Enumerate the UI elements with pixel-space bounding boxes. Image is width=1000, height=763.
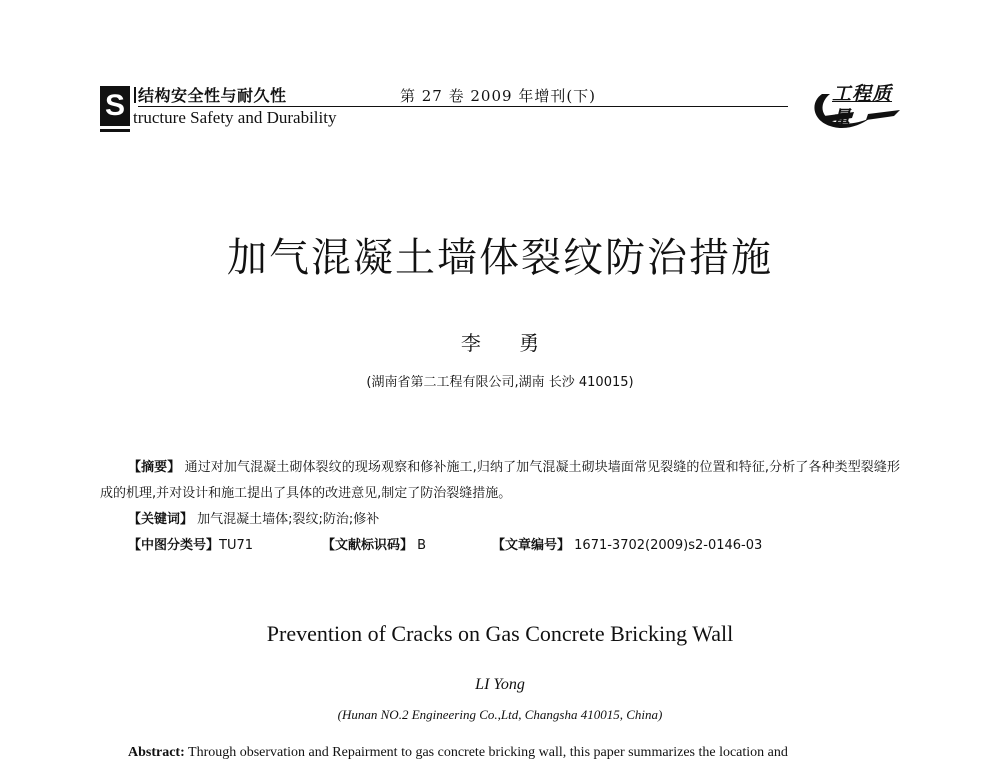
affiliation-cn: (湖南省第二工程有限公司,湖南 长沙 410015)	[366, 375, 634, 390]
journal-title-cn: 结构安全性与耐久性	[138, 86, 287, 105]
doc-label: 【文献标识码】	[322, 538, 414, 553]
journal-logo-s: S	[100, 86, 130, 126]
clc-value: TU71	[219, 538, 254, 553]
clc-code	[128, 533, 253, 559]
cn-abstract-block	[100, 455, 900, 559]
article-value: 1671-3702(2009)s2-0146-03	[574, 538, 763, 553]
logo-underline	[100, 129, 130, 132]
paper-title-cn: 加气混凝土墙体裂纹防治措施	[227, 235, 773, 281]
abstract-en	[128, 743, 908, 763]
abstract-cn-label: 【摘要】	[128, 460, 181, 475]
journal-title-en: tructure Safety and Durability	[133, 108, 337, 127]
doc-code	[322, 533, 426, 559]
clc-label: 【中图分类号】	[128, 538, 220, 553]
abstract-cn	[100, 455, 900, 507]
header-rule	[138, 106, 788, 107]
author-cn: 李 勇	[460, 331, 556, 355]
issue-info: 第 27 卷 2009 年增刊(下)	[400, 87, 597, 105]
article-label: 【文章编号】	[492, 538, 571, 553]
badge-text: 工程质量	[832, 83, 893, 129]
paper-title-en: Prevention of Cracks on Gas Concrete Bricking Wall	[266, 621, 734, 646]
author-en: LI Yong	[475, 676, 525, 693]
doc-value: B	[417, 538, 427, 553]
article-number	[492, 533, 762, 559]
keywords-cn-label: 【关键词】	[128, 512, 194, 527]
keywords-cn-text: 加气混凝土墙体;裂纹;防治;修补	[197, 512, 380, 527]
abstract-en-label: Abstract:	[128, 745, 185, 760]
classification-row	[100, 533, 900, 559]
affiliation-en: (Hunan NO.2 Engineering Co.,Ltd, Changsha 410015, China)	[337, 707, 663, 722]
keywords-cn	[100, 507, 900, 533]
abstract-en-text: Through observation and Repairment to gas concrete bricking wall, this paper summarizes the location and	[188, 745, 788, 760]
engineering-quality-badge	[808, 76, 908, 136]
abstract-cn-text: 通过对加气混凝土砌体裂纹的现场观察和修补施工,归纳了加气混凝土砌块墙面常见裂缝的位置和特征,分析了各种类型裂缝形成的机理,并对设计和施工提出了具体的改进意见,制定了防治裂缝措施。	[100, 460, 900, 501]
